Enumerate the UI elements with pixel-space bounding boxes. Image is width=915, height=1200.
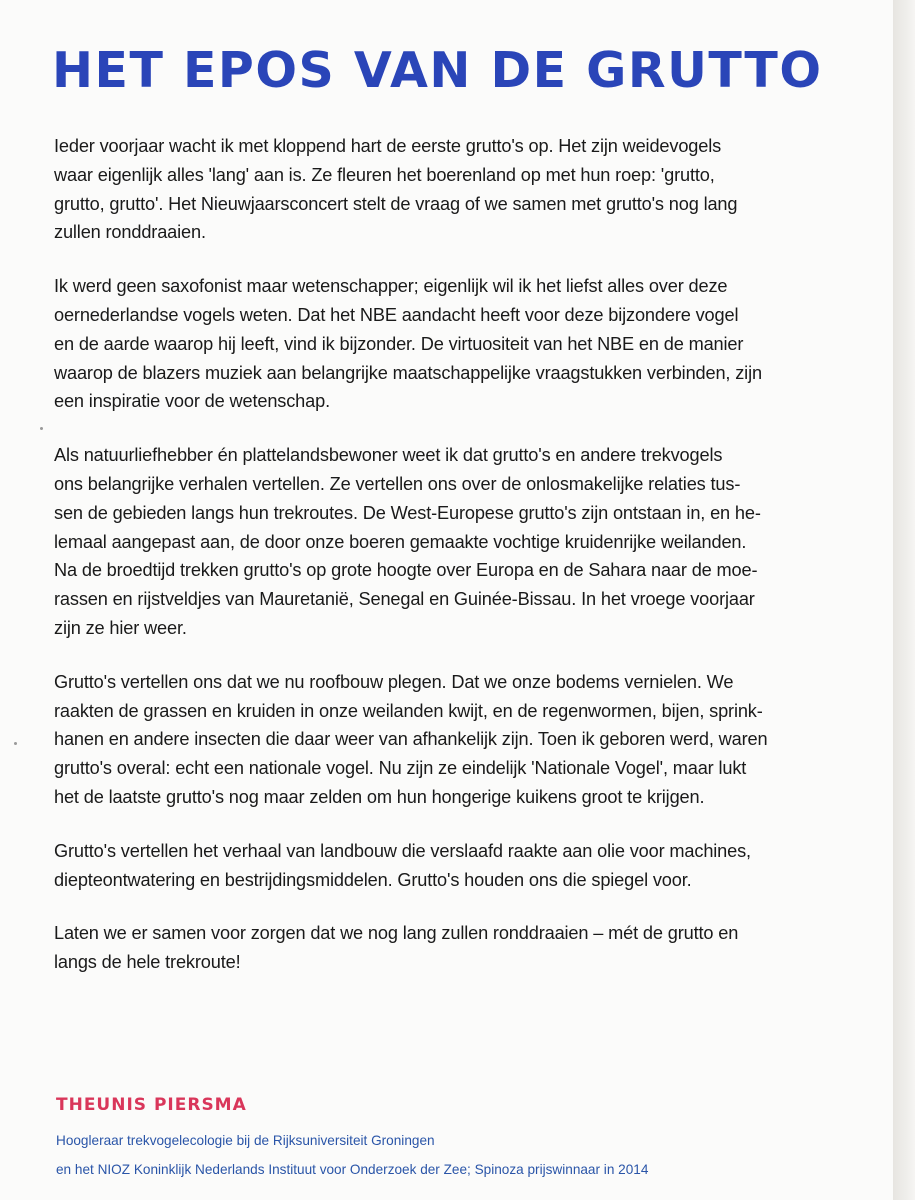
text-line: sen de gebieden langs hun trekroutes. De West-Europese grutto's zijn ontstaan in, en he- [54, 502, 761, 523]
text-line: grutto, grutto'. Het Nieuwjaarsconcert stelt de vraag of we samen met grutto's nog lang [54, 193, 738, 214]
paragraph-3 [54, 441, 844, 643]
text-line: een inspiratie voor de wetenschap. [54, 391, 330, 412]
paper-speck [40, 427, 43, 430]
text-line: oernederlandse vogels weten. Dat het NBE aandacht heeft voor deze bijzondere vogel [54, 304, 739, 325]
paragraph-2 [54, 272, 844, 416]
text-line: Na de broedtijd trekken grutto's op grote hoogte over Europa en de Sahara naar de moe- [54, 560, 758, 581]
text-line: Grutto's vertellen ons dat we nu roofbouw plegen. Dat we onze bodems vernielen. We [54, 671, 734, 692]
text-line: lemaal aangepast aan, de door onze boeren gemaakte vochtige kruidenrijke weilanden. [54, 531, 747, 552]
paragraph-1 [54, 132, 844, 247]
text-line: rassen en rijstveldjes van Mauretanië, Senegal en Guinée-Bissau. In het vroege voorjaar [54, 589, 755, 610]
article-body [54, 132, 844, 1002]
text-line: Grutto's vertellen het verhaal van landbouw die verslaafd raakte aan olie voor machines, [54, 840, 751, 861]
author-affiliation [56, 1126, 648, 1184]
paragraph-6 [54, 919, 844, 977]
text-line: ons belangrijke verhalen vertellen. Ze vertellen ons over de onlosmakelijke relaties tus- [54, 473, 741, 494]
paper-speck [14, 742, 17, 745]
text-line: grutto's overal: echt een nationale vogel. Nu zijn ze eindelijk 'Nationale Vogel', maar lukt [54, 758, 747, 779]
text-line: waarop de blazers muziek aan belangrijke maatschappelijke vraagstukken verbinden, zijn [54, 362, 762, 383]
paragraph-4 [54, 668, 844, 812]
text-line: zijn ze hier weer. [54, 617, 187, 638]
affiliation-line: en het NIOZ Koninklijk Nederlands Instituut voor Onderzoek der Zee; Spinoza prijswinnaar in 2014 [56, 1162, 649, 1177]
text-line: raakten de grassen en kruiden in onze weilanden kwijt, en de regenwormen, bijen, sprink- [54, 700, 763, 721]
text-line: Ik werd geen saxofonist maar wetenschapper; eigenlijk wil ik het liefst alles over deze [54, 276, 728, 297]
paragraph-5 [54, 837, 844, 895]
text-line: Ieder voorjaar wacht ik met kloppend hart de eerste grutto's op. Het zijn weidevogels [54, 136, 722, 156]
text-line: Als natuurliefhebber én plattelandsbewoner weet ik dat grutto's en andere trekvogels [54, 445, 723, 466]
article-title: HET EPOS VAN DE GRUTTO [52, 42, 823, 99]
text-line: hanen en andere insecten die daar weer van afhankelijk zijn. Toen ik geboren werd, waren [54, 729, 768, 750]
text-line: langs de hele trekroute! [54, 952, 241, 973]
text-line: waar eigenlijk alles 'lang' aan is. Ze fleuren het boerenland op met hun roep: 'grutto, [54, 164, 715, 185]
text-line: Laten we er samen voor zorgen dat we nog lang zullen ronddraaien – mét de grutto en [54, 923, 739, 944]
text-line: zullen ronddraaien. [54, 222, 206, 243]
page-edge [893, 0, 915, 1200]
affiliation-line: Hoogleraar trekvogelecologie bij de Rijksuniversiteit Groningen [56, 1133, 435, 1148]
text-line: en de aarde waarop hij leeft, vind ik bijzonder. De virtuositeit van het NBE en de manier [54, 333, 744, 354]
text-line: het de laatste grutto's nog maar zelden om hun hongerige kuikens groot te krijgen. [54, 786, 705, 807]
author-name: THEUNIS PIERSMA [56, 1095, 247, 1115]
text-line: diepteontwatering en bestrijdingsmiddelen. Grutto's houden ons die spiegel voor. [54, 869, 692, 890]
